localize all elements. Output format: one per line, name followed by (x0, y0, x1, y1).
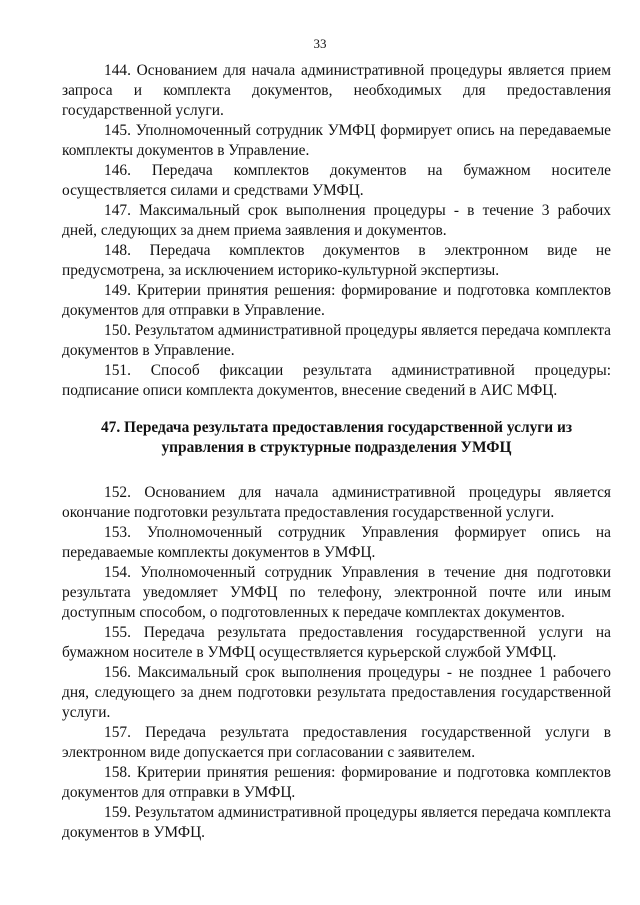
paragraph-144: 144. Основанием для начала административной процедуры является прием запроса и комплекта документов, необходимых для предоставления государственной услуги. (62, 62, 611, 119)
paragraph-155: 155. Передача результата предоставления государственной услуги на бумажном носителе в УМФЦ осуществляется курьерской службой УМФЦ. (62, 624, 611, 661)
section-heading: 47. Передача результата предоставления государственной услуги из управления в структурные подразделения УМФЦ (100, 419, 573, 456)
paragraph-154: 154. Уполномоченный сотрудник Управления в течение дня подготовки результата уведомляет УМФЦ по телефону, электронной почте или иным доступным способом, о подготовленных к передаче комплектах документов. (62, 564, 611, 621)
paragraph-158: 158. Критерии принятия решения: формирование и подготовка комплектов документов для отправки в УМФЦ. (62, 764, 611, 801)
paragraphs-before-heading (62, 61, 611, 401)
paragraph-159: 159. Результатом административной процедуры является передача комплекта документов в УМФЦ. (62, 804, 611, 841)
paragraph-146: 146. Передача комплектов документов на бумажном носителе осуществляется силами и средствами УМФЦ. (62, 162, 611, 199)
paragraph-156: 156. Максимальный срок выполнения процедуры - не позднее 1 рабочего дня, следующего за днем подготовки результата предоставления государственной услуги. (62, 664, 611, 721)
paragraph-148: 148. Передача комплектов документов в электронном виде не предусмотрена, за исключением историко-культурной экспертизы. (62, 242, 611, 279)
paragraph-152: 152. Основанием для начала административной процедуры является окончание подготовки результата предоставления государственной услуги. (62, 484, 611, 521)
paragraph-157: 157. Передача результата предоставления государственной услуги в электронном виде допускается при согласовании с заявителем. (62, 724, 611, 761)
paragraphs-after-heading (62, 483, 611, 843)
paragraph-151: 151. Способ фиксации результата административной процедуры: подписание описи комплекта документов, внесение сведений в АИС МФЦ. (62, 362, 611, 399)
page-number: 33 (313, 36, 327, 51)
paragraph-153: 153. Уполномоченный сотрудник Управления формирует опись на передаваемые комплекты документов в УМФЦ. (62, 524, 611, 561)
paragraph-149: 149. Критерии принятия решения: формирование и подготовка комплектов документов для отправки в Управление. (62, 282, 611, 319)
paragraph-147: 147. Максимальный срок выполнения процедуры - в течение 3 рабочих дней, следующих за днем приема заявления и документов. (62, 202, 611, 239)
paragraph-145: 145. Уполномоченный сотрудник УМФЦ формирует опись на передаваемые комплекты документов в Управление. (62, 122, 611, 159)
paragraph-150: 150. Результатом административной процедуры является передача комплекта документов в Управление. (62, 322, 611, 359)
